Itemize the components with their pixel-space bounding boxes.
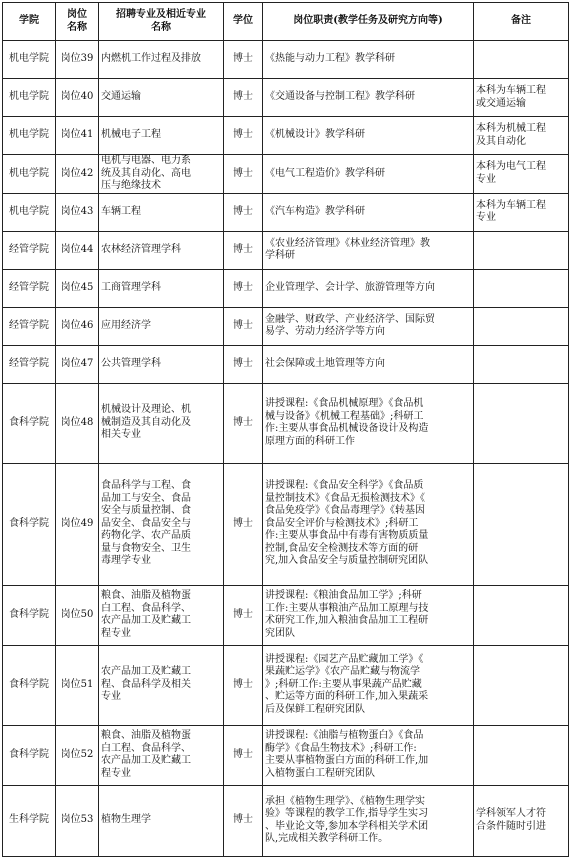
- note-cell: [474, 345, 569, 383]
- major-cell: 农林经济管理学科: [99, 231, 224, 269]
- position-cell: 岗位49: [56, 463, 99, 585]
- position-cell: 岗位51: [56, 645, 99, 725]
- degree-cell: 博士: [224, 383, 263, 463]
- degree-cell: 博士: [224, 645, 263, 725]
- position-cell: 岗位43: [56, 193, 99, 231]
- major-cell: 电机与电器、电力系 统及其自动化、高电 压与绝缘技术: [99, 155, 224, 194]
- note-cell: [474, 463, 569, 585]
- duty-cell: 讲授课程:《油脂与植物蛋白》《食品 酶学》《食品生物技术》;科研工作: 主要从事植物蛋白方面的科研工作,加 入植物蛋白工程研究团队: [263, 725, 474, 785]
- duty-cell: 《电气工程造价》教学科研: [263, 155, 474, 194]
- table-row: [3, 585, 569, 645]
- duty-cell: 《交通设备与控制工程》教学科研: [263, 79, 474, 117]
- college-cell: 食科学院: [3, 585, 56, 645]
- table-row: [3, 463, 569, 585]
- duty-cell: 企业管理学、会计学、旅游管理等方向: [263, 269, 474, 307]
- college-cell: 食科学院: [3, 725, 56, 785]
- position-cell: 岗位41: [56, 117, 99, 155]
- major-cell: 农产品加工及贮藏工 程、食品科学及相关 专业: [99, 645, 224, 725]
- table-row: [3, 307, 569, 345]
- note-cell: [474, 269, 569, 307]
- major-cell: 工商管理学科: [99, 269, 224, 307]
- table-row: [3, 269, 569, 307]
- degree-cell: 博士: [224, 725, 263, 785]
- table-row: [3, 117, 569, 155]
- duty-cell: 社会保障或土地管理等方向: [263, 345, 474, 383]
- table-row: [3, 345, 569, 383]
- position-cell: 岗位40: [56, 79, 99, 117]
- position-cell: 岗位52: [56, 725, 99, 785]
- college-cell: 经管学院: [3, 307, 56, 345]
- college-cell: 食科学院: [3, 383, 56, 463]
- major-cell: 应用经济学: [99, 307, 224, 345]
- degree-cell: 博士: [224, 585, 263, 645]
- table-row: [3, 155, 569, 194]
- table-row: [3, 41, 569, 79]
- duty-cell: 讲授课程:《食品安全科学》《食品质 量控制技术》《食品无损检测技术》《 食品免疫学》《食品毒理学》《转基因 食品安全评价与检测技术》;科研工 作:主要从事食品中有毒有害物质质量 控制,食品安全检测技术等方面的研 究,加入食品安全与质量控制研究团队: [263, 463, 474, 585]
- position-cell: 岗位48: [56, 383, 99, 463]
- note-cell: 本科为车辆工程 专业: [474, 193, 569, 231]
- college-cell: 机电学院: [3, 155, 56, 194]
- college-cell: 经管学院: [3, 231, 56, 269]
- degree-cell: 博士: [224, 463, 263, 585]
- table-row: [3, 79, 569, 117]
- major-cell: 机械电子工程: [99, 117, 224, 155]
- major-cell: 粮食、油脂及植物蛋 白工程、食品科学、 农产品加工及贮藏工 程专业: [99, 725, 224, 785]
- position-cell: 岗位53: [56, 785, 99, 856]
- table-body: [3, 41, 569, 857]
- duty-cell: 《汽车构造》教学科研: [263, 193, 474, 231]
- duty-cell: 《农业经济管理》《林业经济管理》教 学科研: [263, 231, 474, 269]
- major-cell: 交通运输: [99, 79, 224, 117]
- major-cell: 车辆工程: [99, 193, 224, 231]
- note-cell: [474, 585, 569, 645]
- major-cell: 粮食、油脂及植物蛋 白工程、食品科学、 农产品加工及贮藏工 程专业: [99, 585, 224, 645]
- degree-cell: 博士: [224, 269, 263, 307]
- header-college: 学院: [3, 3, 56, 41]
- position-cell: 岗位42: [56, 155, 99, 194]
- header-duty: 岗位职责(教学任务及研究方向等): [263, 3, 474, 41]
- college-cell: 机电学院: [3, 79, 56, 117]
- major-cell: 食品科学与工程、食 品加工与安全、食品 安全与质量控制、食 品安全、食品安全与 药物化学、农产品质 量与食物安全、卫生 毒理学专业: [99, 463, 224, 585]
- table-row: [3, 725, 569, 785]
- note-cell: [474, 645, 569, 725]
- degree-cell: 博士: [224, 231, 263, 269]
- college-cell: 机电学院: [3, 41, 56, 79]
- college-cell: 机电学院: [3, 193, 56, 231]
- college-cell: 生科学院: [3, 785, 56, 856]
- major-cell: 植物生理学: [99, 785, 224, 856]
- duty-cell: 《机械设计》教学科研: [263, 117, 474, 155]
- degree-cell: 博士: [224, 117, 263, 155]
- degree-cell: 博士: [224, 785, 263, 856]
- college-cell: 食科学院: [3, 645, 56, 725]
- header-major: 招聘专业及相近专业 名称: [99, 3, 224, 41]
- duty-cell: 承担《植物生理学》、《植物生理学实 验》等课程的教学工作,指导学生实习 、毕业论文等,参加本学科相关学术团 队,完成相关教学科研工作。: [263, 785, 474, 856]
- header-position: 岗位 名称: [56, 3, 99, 41]
- duty-cell: 金融学、财政学、产业经济学、国际贸 易学、劳动力经济学等方向: [263, 307, 474, 345]
- duty-cell: 讲授课程:《粮油食品加工学》;科研 工作:主要从事粮油产品加工原理与技 术研究工作,加入粮油食品加工工程研 究团队: [263, 585, 474, 645]
- note-cell: [474, 41, 569, 79]
- note-cell: 学科领军人才符 合条件随时引进: [474, 785, 569, 856]
- duty-cell: 《热能与动力工程》教学科研: [263, 41, 474, 79]
- degree-cell: 博士: [224, 41, 263, 79]
- degree-cell: 博士: [224, 155, 263, 194]
- major-cell: 机械设计及理论、机 械制造及其自动化及 相关专业: [99, 383, 224, 463]
- header-note: 备注: [474, 3, 569, 41]
- note-cell: 本科为电气工程 专业: [474, 155, 569, 194]
- college-cell: 经管学院: [3, 345, 56, 383]
- position-cell: 岗位39: [56, 41, 99, 79]
- note-cell: [474, 725, 569, 785]
- table-row: [3, 193, 569, 231]
- table-row: [3, 785, 569, 856]
- position-cell: 岗位50: [56, 585, 99, 645]
- duty-cell: 讲授课程:《食品机械原理》《食品机 械与设备》《机械工程基础》;科研工 作:主要从事食品机械设备设计及构造 原理方面的科研工作: [263, 383, 474, 463]
- position-cell: 岗位47: [56, 345, 99, 383]
- degree-cell: 博士: [224, 307, 263, 345]
- major-cell: 内燃机工作过程及排放: [99, 41, 224, 79]
- duty-cell: 讲授课程:《园艺产品贮藏加工学》《 果蔬贮运学》《农产品贮藏与物流学 》;科研工作:主要从事果蔬产品贮藏 、贮运等方面的科研工作,加入果蔬采 后及保鲜工程研究团队: [263, 645, 474, 725]
- college-cell: 食科学院: [3, 463, 56, 585]
- college-cell: 机电学院: [3, 117, 56, 155]
- position-cell: 岗位44: [56, 231, 99, 269]
- note-cell: [474, 383, 569, 463]
- note-cell: [474, 307, 569, 345]
- note-cell: [474, 231, 569, 269]
- table-row: [3, 645, 569, 725]
- college-cell: 经管学院: [3, 269, 56, 307]
- recruitment-table: [2, 2, 569, 857]
- table-row: [3, 383, 569, 463]
- degree-cell: 博士: [224, 193, 263, 231]
- table-row: [3, 231, 569, 269]
- header-degree: 学位: [224, 3, 263, 41]
- major-cell: 公共管理学科: [99, 345, 224, 383]
- note-cell: 本科为机械工程 及其自动化: [474, 117, 569, 155]
- position-cell: 岗位45: [56, 269, 99, 307]
- note-cell: 本科为车辆工程 或交通运输: [474, 79, 569, 117]
- table-header-row: [3, 3, 569, 41]
- degree-cell: 博士: [224, 345, 263, 383]
- position-cell: 岗位46: [56, 307, 99, 345]
- degree-cell: 博士: [224, 79, 263, 117]
